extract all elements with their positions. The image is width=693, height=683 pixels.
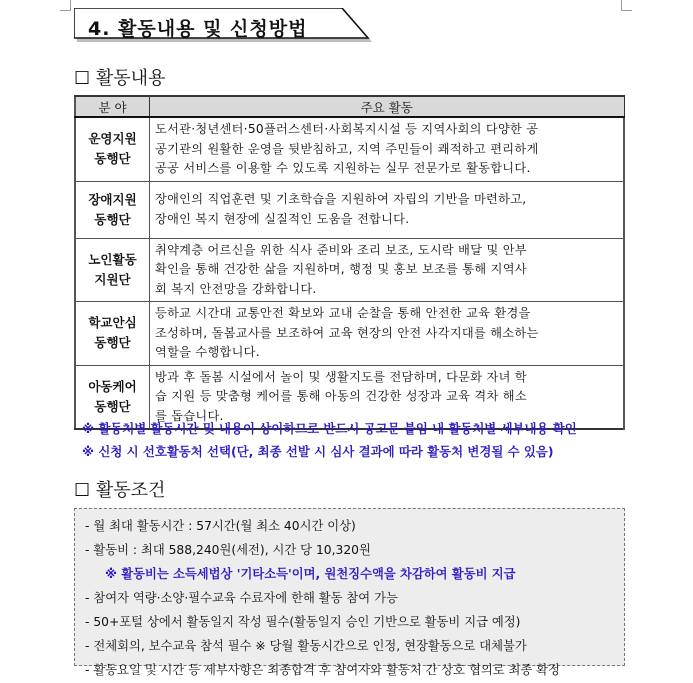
condition-item: - 50+포털 상에서 활동일지 작성 필수(활동일지 승인 기반으로 활동비 지급 예정) (85, 615, 521, 629)
description-line: 공공 서비스를 이용할 수 있도록 지원하는 실무 전문가로 활동합니다. (155, 161, 531, 175)
category-line: 동행단 (94, 211, 131, 227)
table-row (75, 181, 624, 238)
category-line: 지원단 (94, 271, 131, 287)
category-cell (75, 181, 150, 238)
conditions-list (85, 515, 560, 683)
condition-item: - 월 최대 활동시간 : 57시간(월 최소 40시간 이상) (85, 519, 356, 533)
condition-item: - 참여자 역량·소양·필수교육 수료자에 한해 활동 참여 가능 (85, 591, 398, 605)
description-line: 공기관의 원활한 운영을 뒷받침하고, 지역 주민들이 쾌적하고 편리하게 (155, 141, 539, 156)
category-line: 학교안심 (88, 315, 137, 331)
page-corner-mark-left (60, 0, 71, 11)
activity-table (74, 95, 625, 430)
activities-heading: ☐ 활동내용 (74, 68, 166, 89)
conditions-heading: ☐ 활동조건 (74, 480, 166, 501)
description-line: 습 지원 등 맞춤형 케어를 통해 아동의 건강한 성장과 교육 격차 해소 (155, 389, 527, 403)
category-line: 동행단 (94, 398, 131, 414)
table-row (75, 117, 624, 181)
page-corner-mark-right (621, 0, 632, 11)
category-line: 장애지원 (88, 191, 137, 207)
description-line: 취약계층 어르신을 위한 식사 준비와 조리 보조, 도시락 배달 및 안부 (155, 242, 527, 257)
description-line: 확인을 통해 건강한 삶을 지원하며, 행정 및 홍보 보조를 통해 지역사 (155, 262, 527, 276)
condition-item: - 활동요일 및 시간 등 세부사항은 최종합격 후 참여자와 활동처 간 상호 협의로 최종 확정 (85, 663, 560, 677)
description-line: 장애인의 직업훈련 및 기초학습을 지원하여 자립의 기반을 마련하고, (155, 192, 527, 206)
description-cell (150, 117, 625, 181)
description-line: 역할을 수행합니다. (155, 345, 260, 359)
section-title: 4. 활동내용 및 신청방법 (88, 18, 308, 40)
conditions-box (74, 508, 625, 677)
description-line: 장애인 복지 현장에 실질적인 도움을 전합니다. (155, 211, 410, 226)
table-row (75, 302, 624, 366)
category-line: 동행단 (94, 151, 131, 167)
category-line: 운영지원 (88, 131, 137, 147)
description-line: 방과 후 돌봄 시설에서 놀이 및 생활지도를 전담하며, 다문화 자녀 학 (155, 369, 527, 384)
description-line: 등하교 시간대 교통안전 확보와 교내 순찰을 통해 안전한 교육 환경을 (155, 306, 531, 320)
category-line: 아동케어 (88, 378, 137, 394)
condition-item: - 활동비 : 최대 588,240원(세전), 시간 당 10,320원 (85, 543, 371, 557)
description-cell (150, 302, 625, 366)
description-cell (150, 238, 625, 302)
category-line: 동행단 (94, 335, 131, 351)
category-cell (75, 238, 150, 302)
column-header-activity: 주요 활동 (150, 96, 625, 117)
description-line: 도서관·청년센터·50플러스센터·사회복지시설 등 지역사회의 다양한 공 (155, 122, 539, 136)
description-line: 회 복지 안전망을 강화합니다. (155, 281, 317, 296)
description-line: 조성하며, 돌봄교사를 보조하여 교육 현장의 안전 사각지대를 해소하는 (155, 325, 539, 340)
column-header-category: 분 야 (75, 96, 150, 117)
table-header-row (75, 96, 624, 117)
description-line: 를 돕습니다. (155, 408, 224, 423)
section-title-banner (74, 8, 374, 44)
condition-item: - 전체회의, 보수교육 참석 필수 ※ 당월 활동시간으로 인정, 현장활동으로 대체불가 (85, 639, 527, 653)
category-line: 노인활동 (88, 251, 137, 267)
condition-note: ※ 활동비는 소득세법상 '기타소득'이며, 원천징수액을 차감하여 활동비 지급 (105, 567, 516, 581)
description-cell (150, 181, 625, 238)
category-cell (75, 302, 150, 366)
category-cell (75, 117, 150, 181)
activity-notice-1: ※ 활동처별 활동시간 및 내용이 상이하므로 반드시 공고문 붙임 내 활동처별 세부내용 확인 (82, 421, 577, 436)
activity-notice-2: ※ 신청 시 선호활동처 선택(단, 최종 선발 시 심사 결과에 따라 활동처 변경될 수 있음) (82, 444, 554, 459)
table-row (75, 238, 624, 302)
